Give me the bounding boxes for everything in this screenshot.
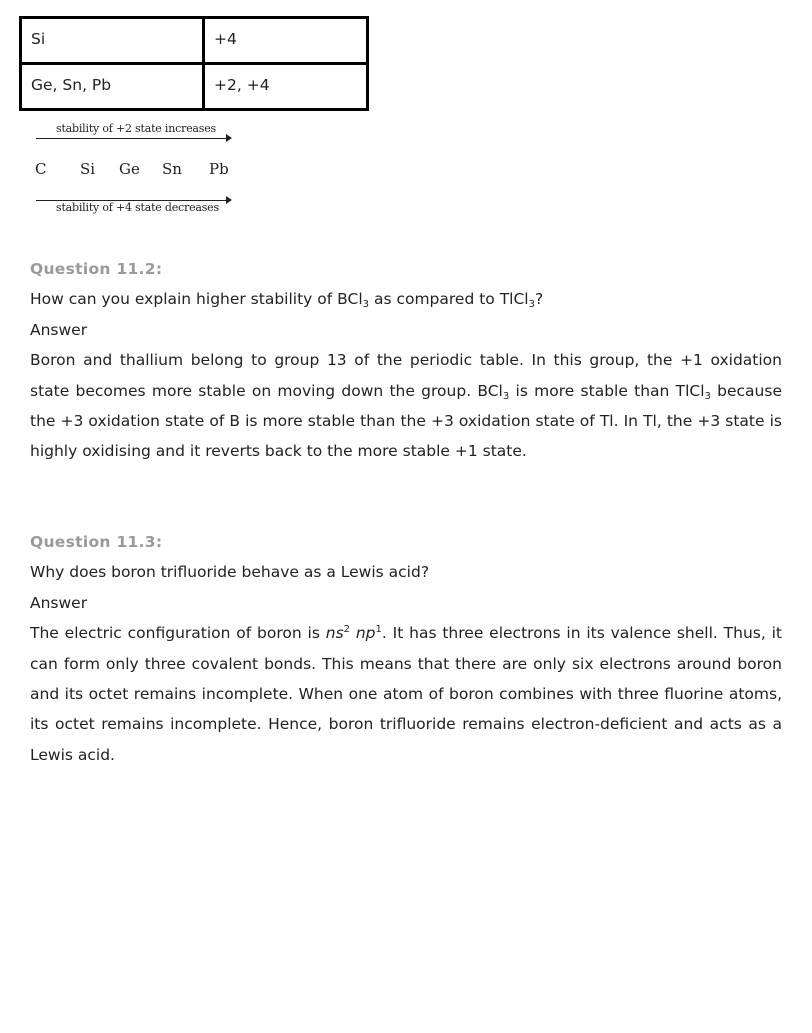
element-label: Pb	[209, 160, 229, 178]
right-arrow-icon	[226, 134, 232, 142]
question-11-2-section	[30, 254, 782, 467]
question-heading: Question 11.2:	[30, 260, 163, 278]
element-cell: Ge, Sn, Pb	[21, 64, 204, 110]
trend-top-label: stability of +2 state increases	[56, 122, 216, 135]
question-11-3-section	[30, 527, 782, 770]
answer-label: Answer	[30, 320, 88, 339]
question-text: Why does boron trifluoride behave as a Lewis acid?	[30, 563, 430, 582]
table-row	[21, 18, 368, 64]
element-label: Sn	[162, 160, 182, 178]
stability-trend-diagram	[30, 118, 240, 218]
element-label: Ge	[119, 160, 140, 178]
trend-top-arrow-line	[36, 138, 230, 139]
answer-text: The electric configuration of boron is $ns^2$ $np^1$. It has three electrons in its valence shell. Thus, it can form only three covalent bonds. This means that there are only six electrons around boron and its octet remains incomplete. When one atom of boron combines with three fluorine atoms, its octet remains incomplete. Hence, boron trifluoride remains electron-deficient and acts as a Lewis acid.	[30, 624, 782, 764]
element-label: Si	[80, 160, 96, 178]
element-label: C	[35, 160, 47, 178]
question-heading: Question 11.3:	[30, 533, 163, 551]
oxidation-state-cell: +4	[204, 18, 368, 64]
trend-bottom-label: stability of +4 state decreases	[56, 201, 219, 214]
answer-text: Boron and thallium belong to group 13 of the periodic table. In this group, the +1 oxidation state becomes more stable on moving down the group. BCl$_3$ is more stable than TlCl$_3$ because the +3 oxidation state of B is more stable than the +3 oxidation state of Tl. In Tl, the +3 state is highly oxidising and it reverts back to the more stable +1 state.	[30, 351, 782, 461]
table-row	[21, 64, 368, 110]
question-text: How can you explain higher stability of BCl$_3$ as compared to TlCl$_3$?	[30, 290, 544, 311]
oxidation-state-table	[19, 16, 369, 111]
element-cell: Si	[21, 18, 204, 64]
answer-label: Answer	[30, 593, 88, 612]
oxidation-state-cell: +2, +4	[204, 64, 368, 110]
